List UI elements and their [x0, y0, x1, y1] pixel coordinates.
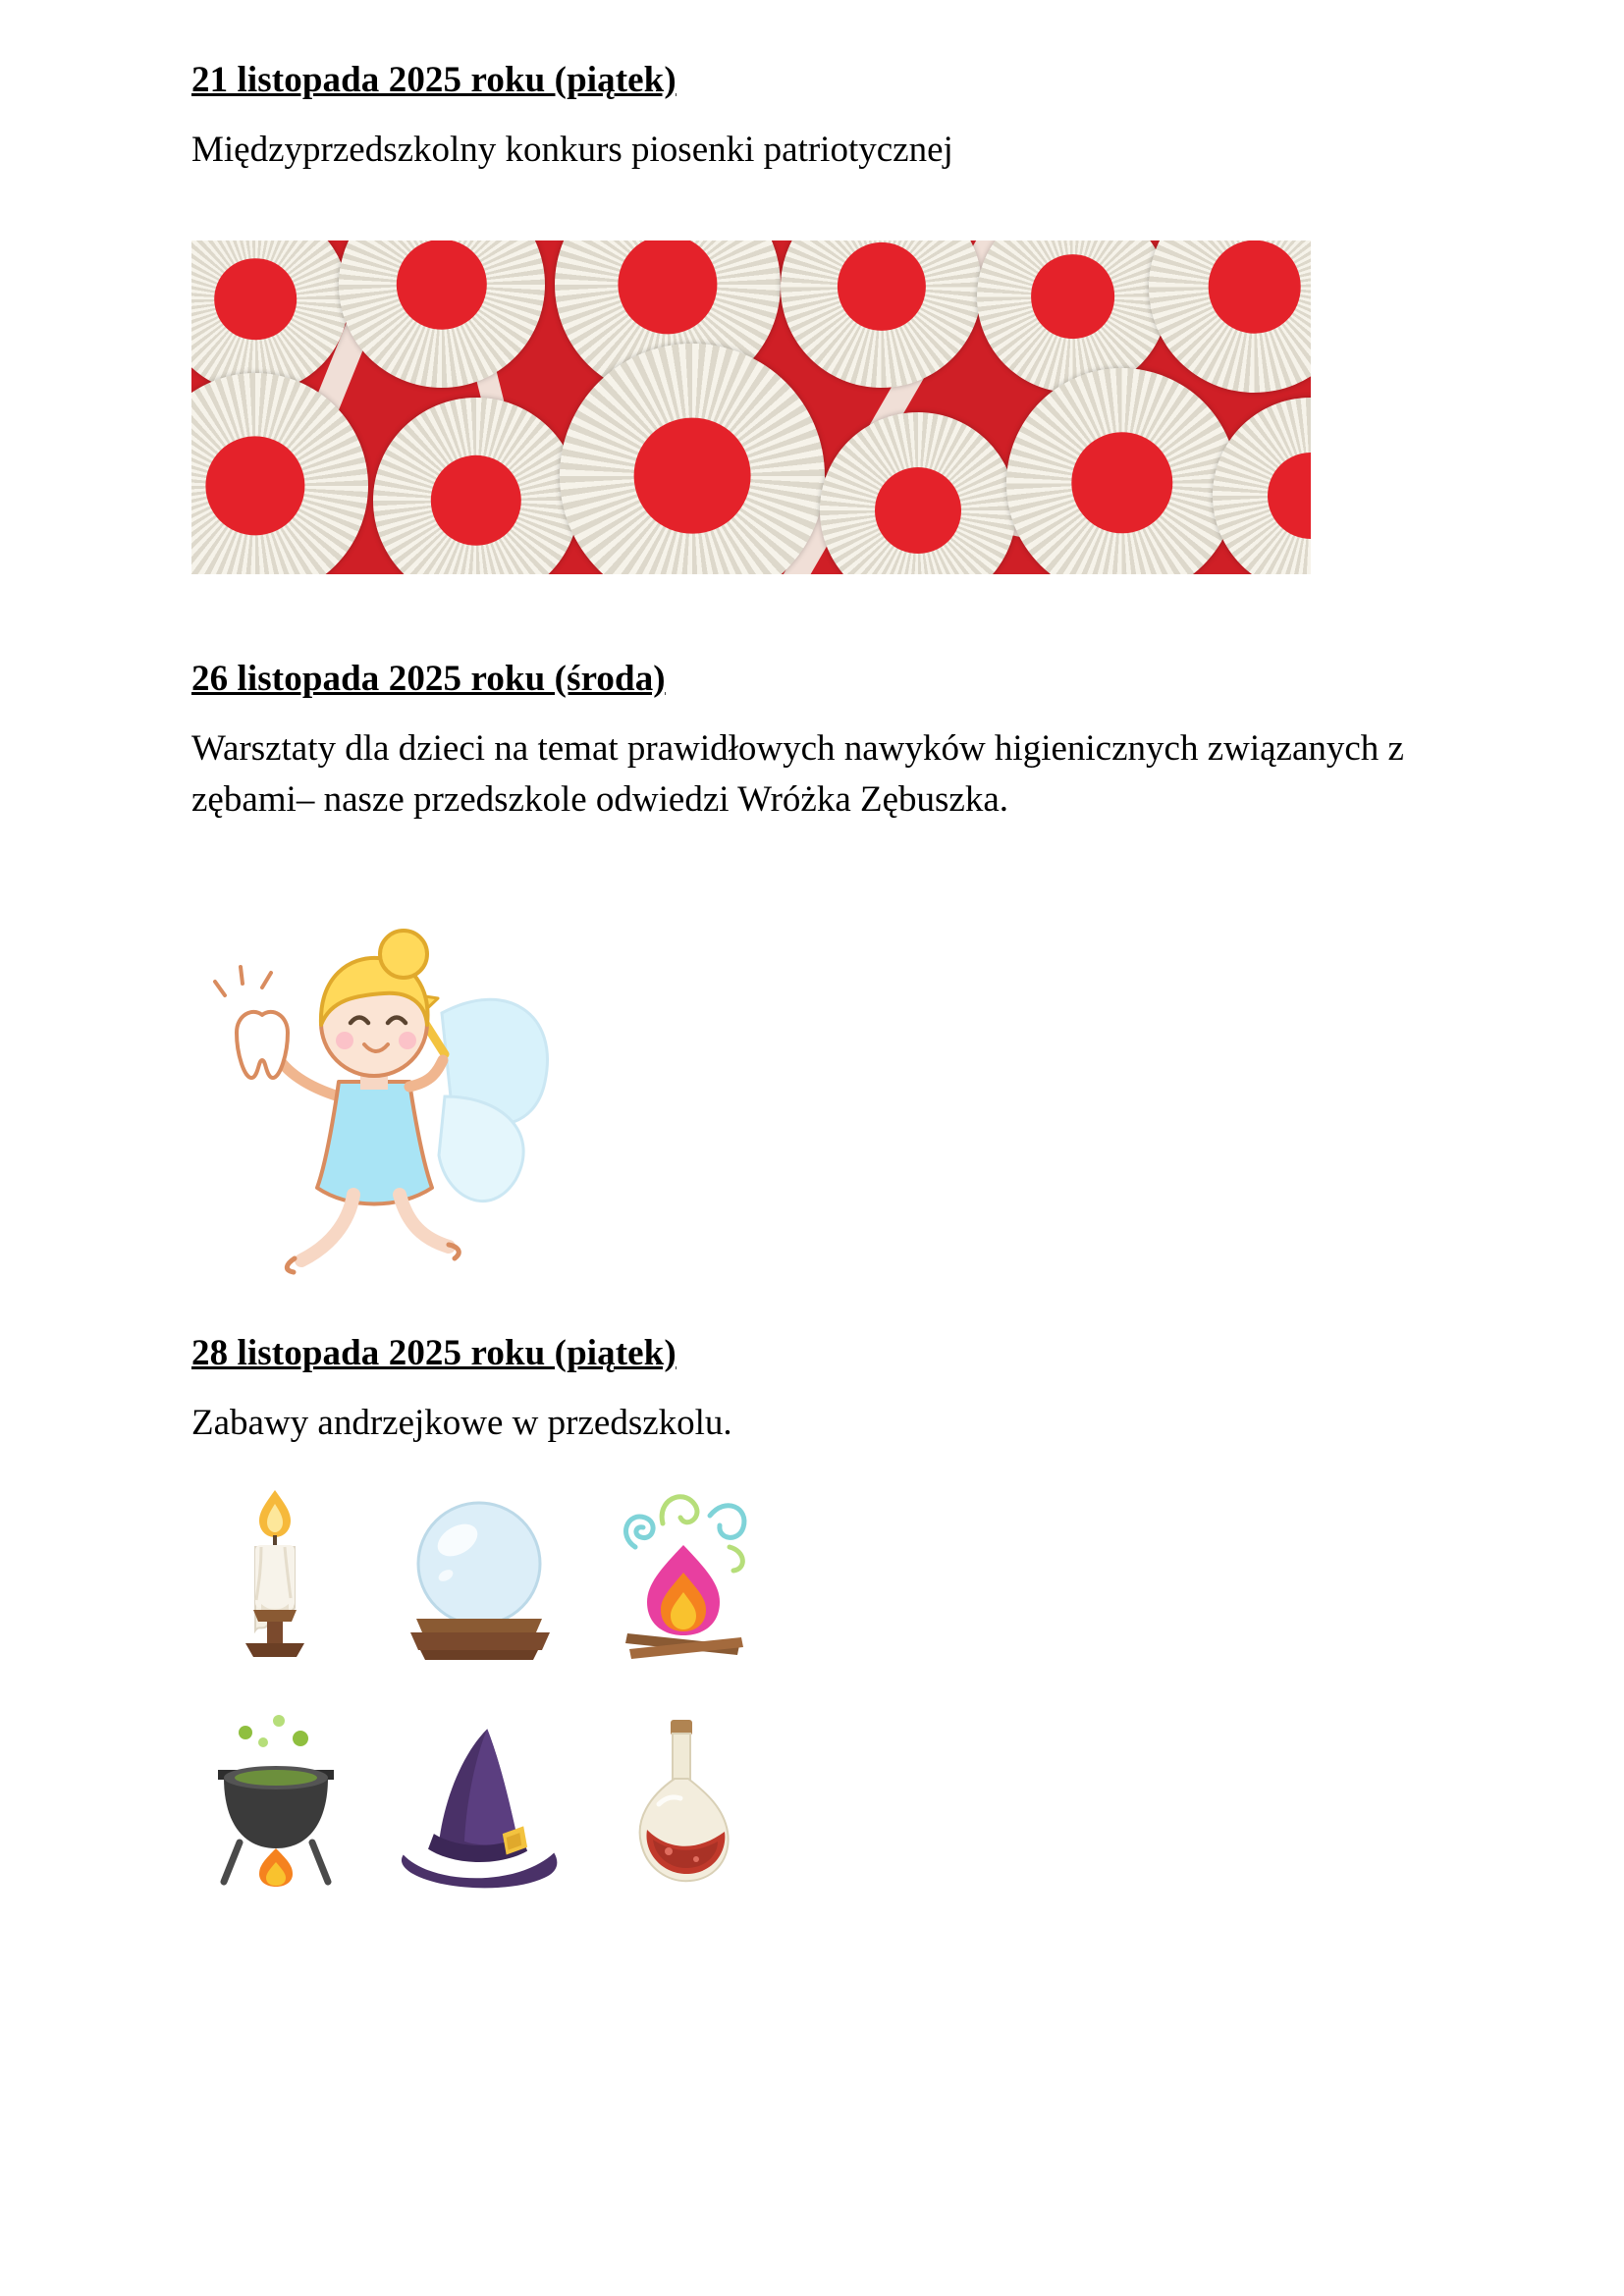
- bonfire-icon: [600, 1478, 767, 1665]
- entry-1-date: 21 listopada 2025 roku (piątek): [191, 60, 677, 100]
- crystal-ball-cell: [396, 1478, 563, 1665]
- photo-kotyliony: [191, 240, 1311, 574]
- entry-1-description: Międzyprzedszkolny konkurs piosenki patriotycznej: [191, 130, 953, 170]
- candle-cell: [191, 1478, 358, 1665]
- witch-hat-cell: [396, 1704, 563, 1891]
- illustration-andrzejki-icons: [191, 1478, 820, 1891]
- potion-cell: [600, 1704, 767, 1891]
- entry-3-description: Zabawy andrzejkowe w przedszkolu.: [191, 1402, 732, 1443]
- illustration-tooth-fairy: [191, 885, 682, 1278]
- entry-3-date: 28 listopada 2025 roku (piątek): [191, 1332, 677, 1373]
- crystal-ball-icon: [399, 1493, 561, 1665]
- entry-3: [191, 1332, 1477, 1892]
- entry-2-date: 26 listopada 2025 roku (środa): [191, 658, 666, 699]
- candle-icon: [216, 1478, 334, 1665]
- cauldron-icon: [194, 1709, 356, 1891]
- witch-hat-icon: [396, 1719, 563, 1891]
- bonfire-cell: [600, 1478, 767, 1665]
- tooth-fairy-icon: [191, 885, 682, 1278]
- entry-2: [191, 658, 1477, 1278]
- andrzejki-icon-row-2: [191, 1704, 820, 1891]
- entry-1: [191, 59, 1477, 574]
- andrzejki-icon-row-1: [191, 1478, 820, 1665]
- potion-bottle-icon: [620, 1714, 747, 1891]
- cauldron-cell: [191, 1704, 358, 1891]
- entry-2-description: Warsztaty dla dzieci na temat prawidłowych nawyków higienicznych związanych z zębami– nasze przedszkole odwiedzi Wróżka Zębuszka.: [191, 727, 1404, 821]
